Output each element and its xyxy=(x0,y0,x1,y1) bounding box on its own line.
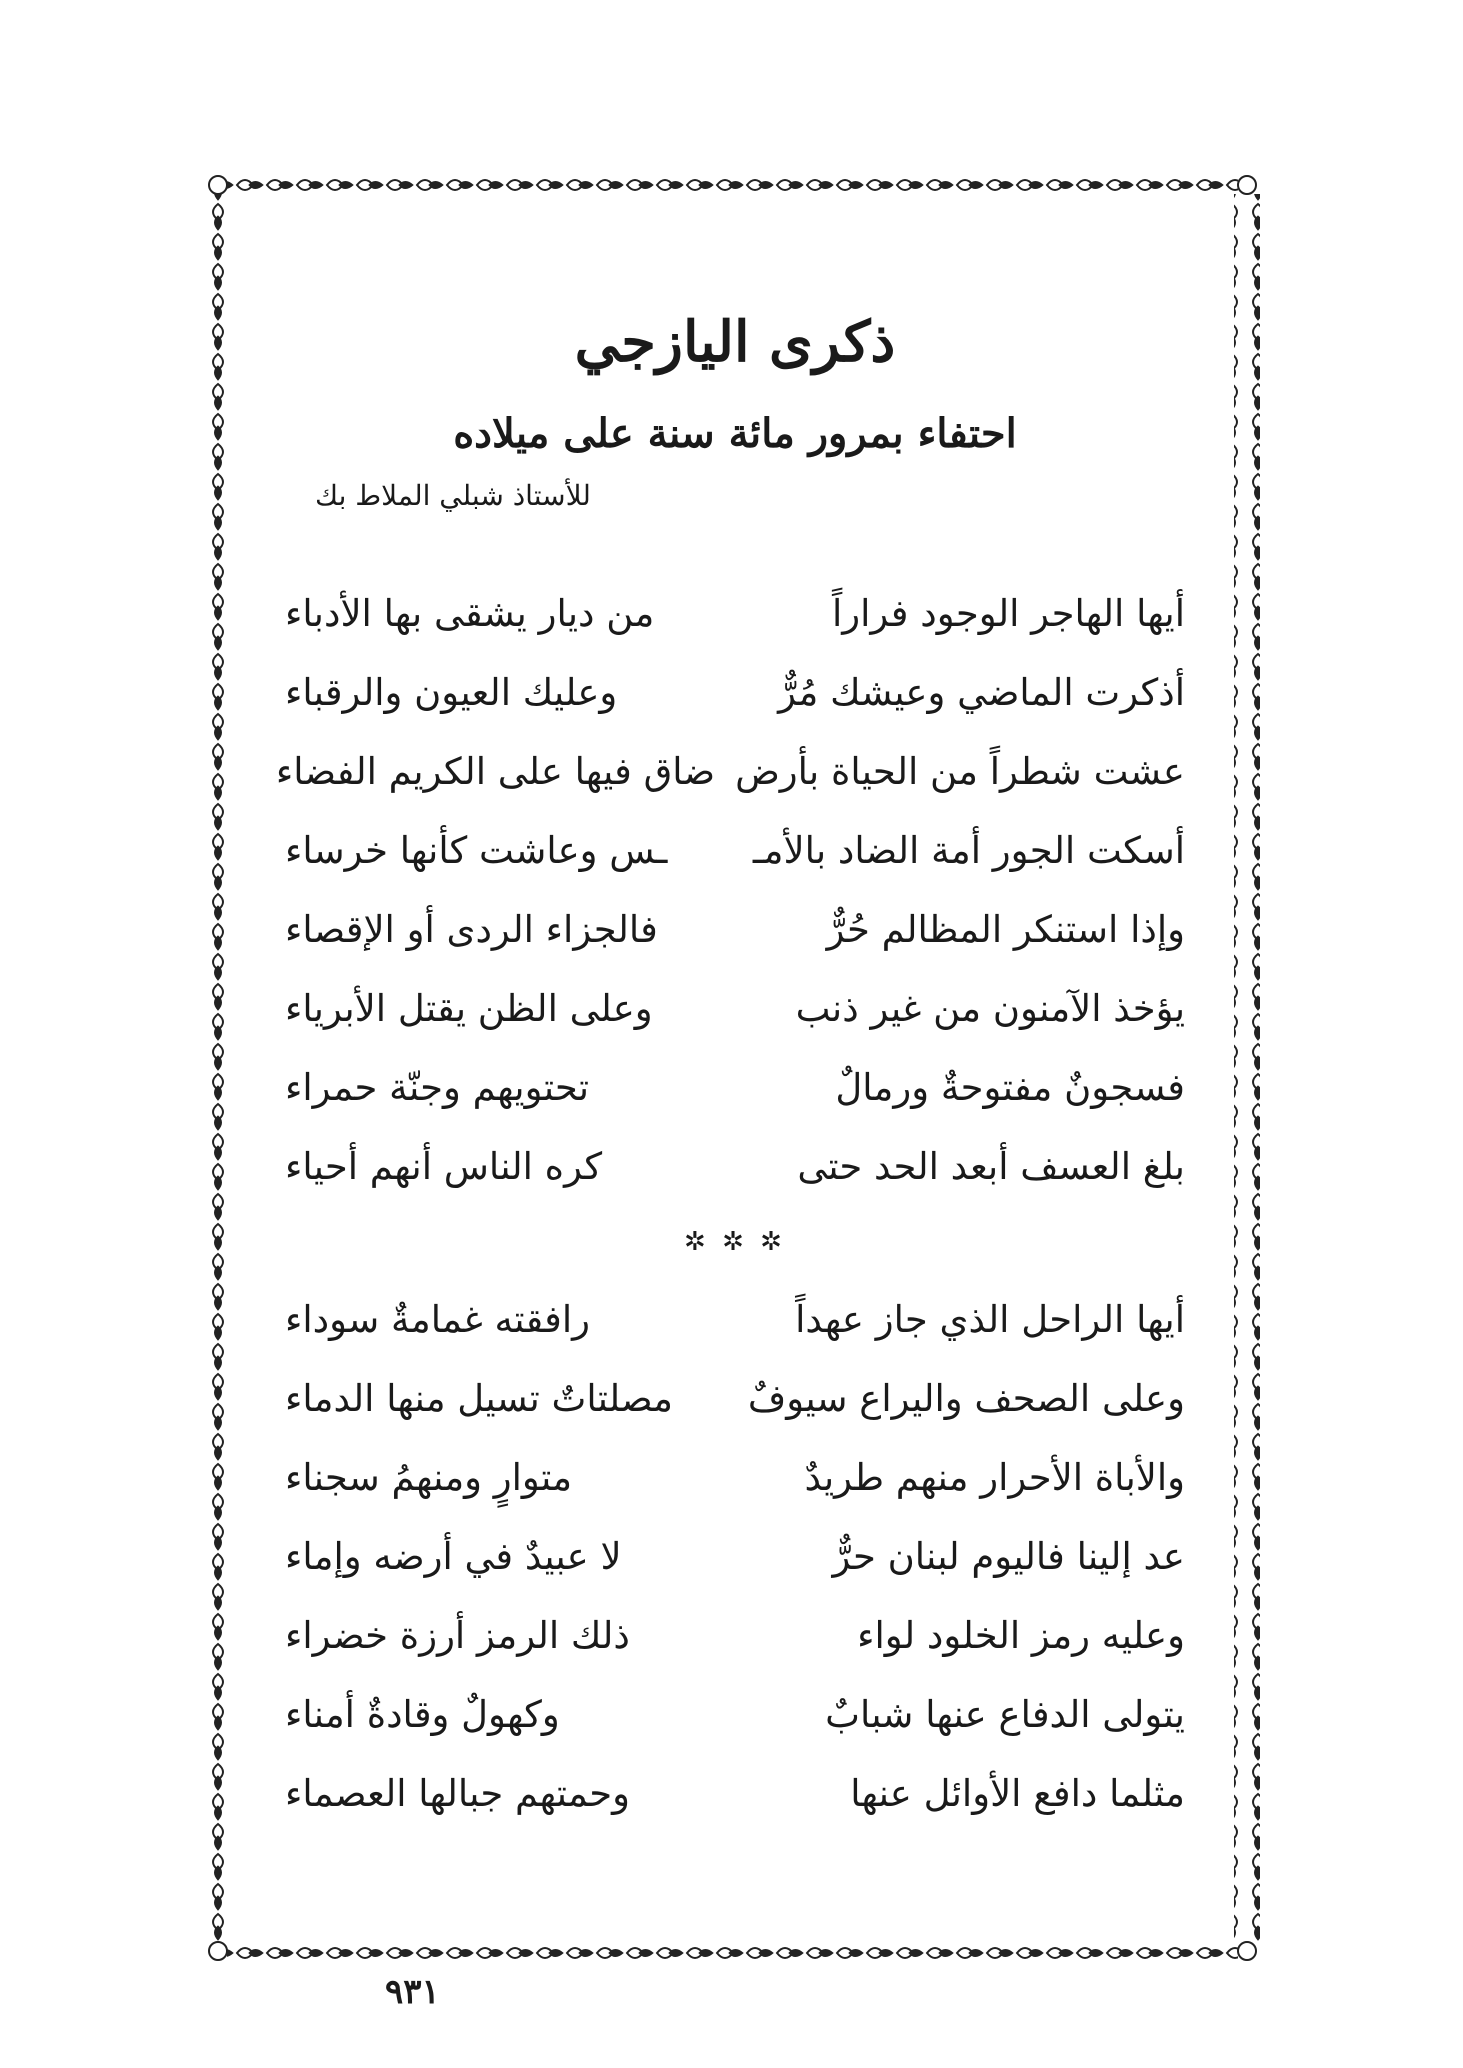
verse-first-hemistich: يتولى الدفاع عنها شبابٌ xyxy=(825,1693,1185,1736)
verse-second-hemistich: من ديار يشقى بها الأدباء xyxy=(285,592,655,635)
verse-line xyxy=(285,1127,1185,1206)
verse-line xyxy=(285,1359,1185,1438)
page-title: ذكرى اليازجي xyxy=(574,309,896,375)
verse-second-hemistich: لا عبيدٌ في أرضه وإماء xyxy=(285,1535,622,1578)
verse-second-hemistich: وحمتهم جبالها العصماء xyxy=(285,1772,630,1815)
verse-second-hemistich: تحتويهم وجنّة حمراء xyxy=(285,1066,590,1109)
verse-second-hemistich: وكهولٌ وقادةٌ أمناء xyxy=(285,1693,560,1736)
verse-second-hemistich: متوارٍ ومنهمُ سجناء xyxy=(285,1456,573,1499)
verse-line xyxy=(285,1048,1185,1127)
stanza-two xyxy=(285,1280,1185,1833)
stanza-separator-stars: ✲ ✲ ✲ xyxy=(684,1227,786,1257)
verse-first-hemistich: والأباة الأحرار منهم طريدٌ xyxy=(804,1456,1185,1499)
verse-line xyxy=(285,890,1185,969)
verse-first-hemistich: عشت شطراً من الحياة بأرض xyxy=(735,750,1185,793)
verse-first-hemistich: وعليه رمز الخلود لواء xyxy=(857,1614,1185,1657)
verse-first-hemistich: أذكرت الماضي وعيشك مُرٌّ xyxy=(778,671,1185,714)
page-subtitle: احتفاء بمرور مائة سنة على ميلاده xyxy=(453,410,1017,457)
verse-second-hemistich: فالجزاء الردى أو الإقصاء xyxy=(285,908,658,951)
verse-second-hemistich: وعليك العيون والرقباء xyxy=(285,671,618,714)
verse-first-hemistich: بلغ العسف أبعد الحد حتى xyxy=(797,1145,1185,1188)
verse-line xyxy=(285,1754,1185,1833)
verse-first-hemistich: فسجونٌ مفتوحةٌ ورمالٌ xyxy=(835,1066,1185,1109)
verse-second-hemistich: كره الناس أنهم أحياء xyxy=(285,1145,603,1188)
verse-first-hemistich: مثلما دافع الأوائل عنها xyxy=(850,1772,1185,1815)
page-content xyxy=(275,302,1185,2012)
verse-line xyxy=(275,732,1185,811)
verse-second-hemistich: مصلتاتٌ تسيل منها الدماء xyxy=(285,1377,673,1420)
verse-first-hemistich: عد إلينا فاليوم لبنان حرٌّ xyxy=(832,1535,1185,1578)
verse-line xyxy=(285,1675,1185,1754)
verse-line xyxy=(285,574,1185,653)
verse-second-hemistich: ضاق فيها على الكريم الفضاء xyxy=(275,750,715,793)
verse-first-hemistich: أيها الراحل الذي جاز عهداً xyxy=(795,1298,1185,1341)
verse-line xyxy=(285,653,1185,732)
ornamental-border-frame xyxy=(205,172,1260,2012)
stanza-one xyxy=(275,574,1185,1206)
verse-line xyxy=(285,1517,1185,1596)
verse-line xyxy=(285,1280,1185,1359)
verse-first-hemistich: أيها الهاجر الوجود فراراً xyxy=(831,592,1185,635)
verse-line xyxy=(285,1438,1185,1517)
author-line: للأستاذ شبلي الملاط بك xyxy=(315,479,591,512)
verse-second-hemistich: ذلك الرمز أرزة خضراء xyxy=(285,1614,630,1657)
verse-first-hemistich: وعلى الصحف واليراع سيوفٌ xyxy=(747,1377,1185,1420)
verse-line xyxy=(285,969,1185,1048)
page-number: ٩٣١ xyxy=(385,1972,440,2012)
verse-second-hemistich: وعلى الظن يقتل الأبرياء xyxy=(285,987,653,1030)
verse-second-hemistich: رافقته غمامةٌ سوداء xyxy=(285,1298,591,1341)
verse-first-hemistich: أسكت الجور أمة الضاد بالأمـ xyxy=(752,829,1185,872)
verse-line xyxy=(285,1596,1185,1675)
verse-line xyxy=(285,811,1185,890)
verse-second-hemistich: ـس وعاشت كأنها خرساء xyxy=(285,829,668,872)
verse-first-hemistich: يؤخذ الآمنون من غير ذنب xyxy=(795,987,1185,1030)
verse-first-hemistich: وإذا استنكر المظالم حُرٌّ xyxy=(826,908,1185,951)
